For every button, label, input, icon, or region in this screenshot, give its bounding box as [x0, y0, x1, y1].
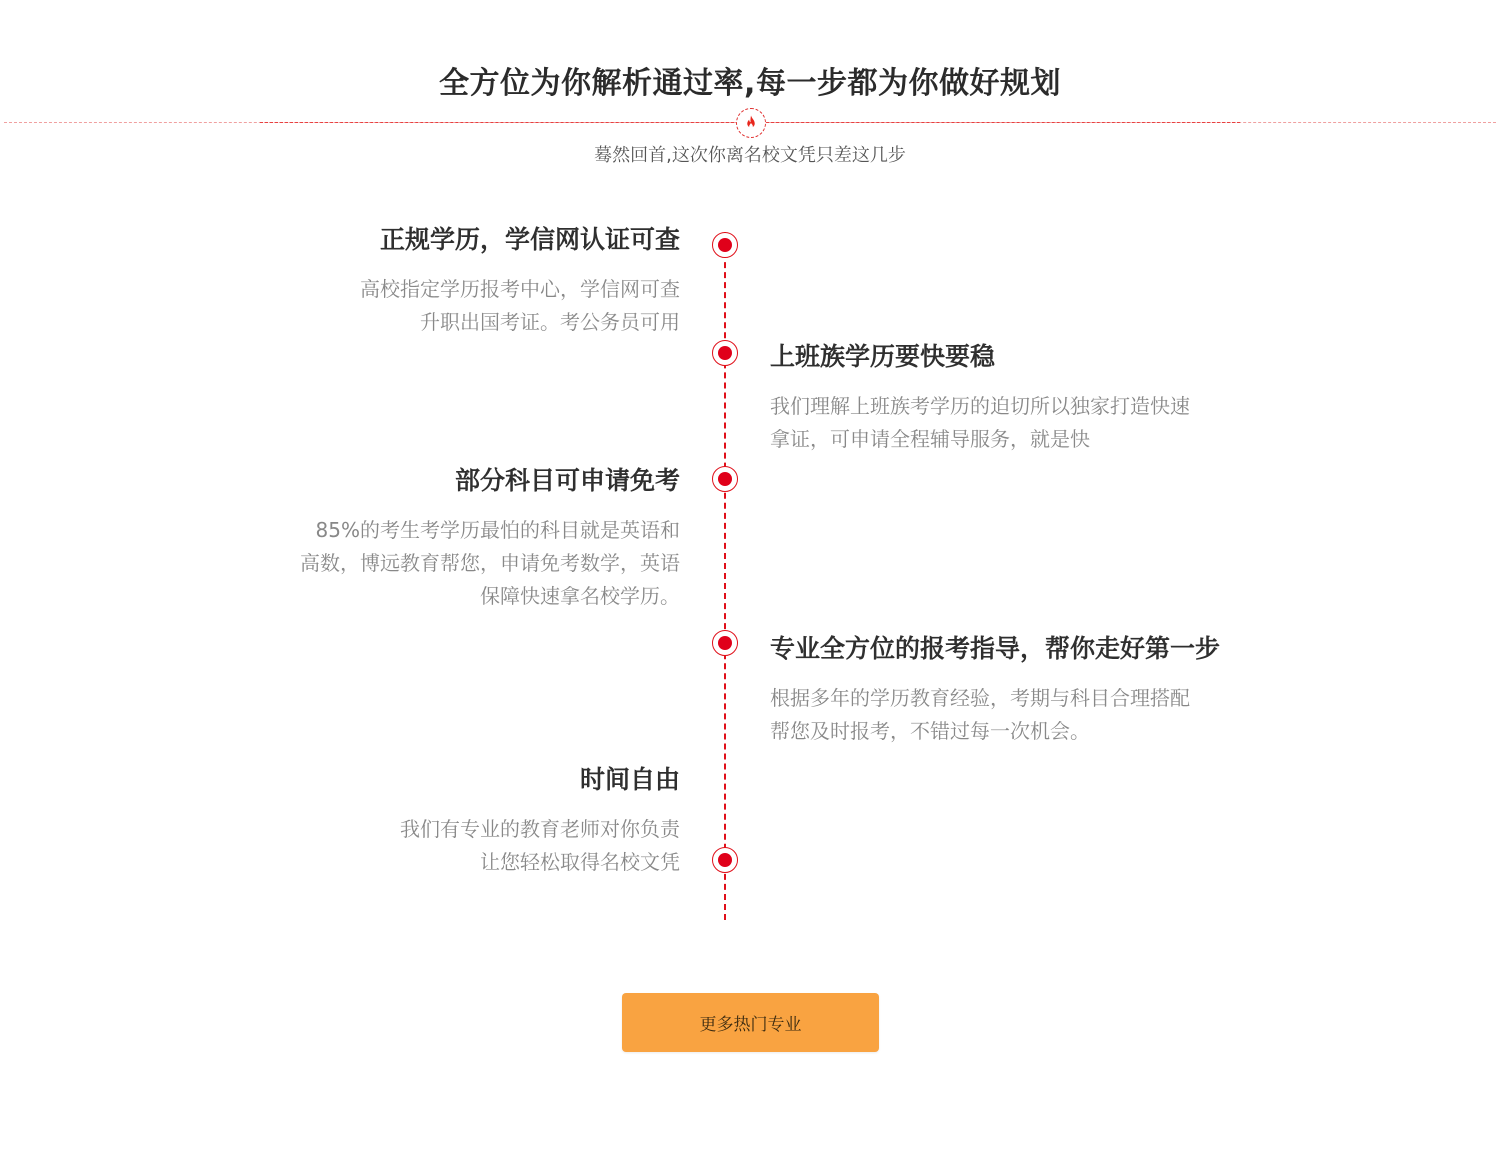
timeline-dot-3 — [712, 466, 738, 492]
timeline-dot-4 — [712, 630, 738, 656]
timeline-item-desc-line: 我们有专业的教育老师对你负责 — [400, 817, 680, 841]
timeline-item-desc-line: 高数，博远教育帮您，申请免考数学，英语 — [300, 551, 680, 575]
section-subtitle: 蓦然回首,这次你离名校文凭只差这几步 — [594, 145, 906, 166]
timeline-item — [300, 464, 680, 613]
timeline-item — [400, 763, 680, 879]
timeline-dot-1 — [712, 232, 738, 258]
timeline-item-desc-line: 我们理解上班族考学历的迫切所以独家打造快速 — [770, 394, 1190, 418]
timeline-dot-5 — [712, 847, 738, 873]
timeline-item-desc-line: 拿证，可申请全程辅导服务，就是快 — [770, 427, 1090, 451]
section-title: 全方位为你解析通过率,每一步都为你做好规划 — [439, 66, 1061, 101]
flame-icon-svg — [742, 114, 760, 132]
timeline-dot-2 — [712, 340, 738, 366]
timeline-item-desc-line: 升职出国考证。考公务员可用 — [420, 310, 680, 334]
timeline-item-title: 专业全方位的报考指导，帮你走好第一步 — [770, 634, 1221, 663]
timeline-item-title: 正规学历，学信网认证可查 — [379, 225, 680, 254]
title-divider — [0, 108, 1500, 138]
more-majors-button[interactable]: 更多热门专业 — [622, 993, 879, 1052]
timeline-item-desc-line: 让您轻松取得名校文凭 — [480, 850, 680, 874]
timeline-item-desc-line: 高校指定学历报考中心，学信网可查 — [360, 277, 680, 301]
timeline-item-desc-line: 根据多年的学历教育经验，考期与科目合理搭配 — [770, 686, 1190, 710]
timeline-item — [360, 223, 680, 339]
timeline-item-desc-line: 85%的考生考学历最怕的科目就是英语和 — [315, 518, 680, 542]
timeline-item-title: 时间自由 — [579, 765, 680, 794]
flame-icon — [736, 108, 766, 138]
timeline-item-title: 上班族学历要快要稳 — [770, 342, 996, 371]
timeline-item — [770, 340, 1190, 456]
timeline-item-desc-line: 帮您及时报考，不错过每一次机会。 — [770, 719, 1090, 743]
timeline-item-desc-line: 保障快速拿名校学历。 — [480, 584, 680, 608]
timeline-item — [770, 632, 1220, 748]
timeline-line — [724, 232, 726, 920]
timeline-item-title: 部分科目可申请免考 — [454, 466, 680, 495]
